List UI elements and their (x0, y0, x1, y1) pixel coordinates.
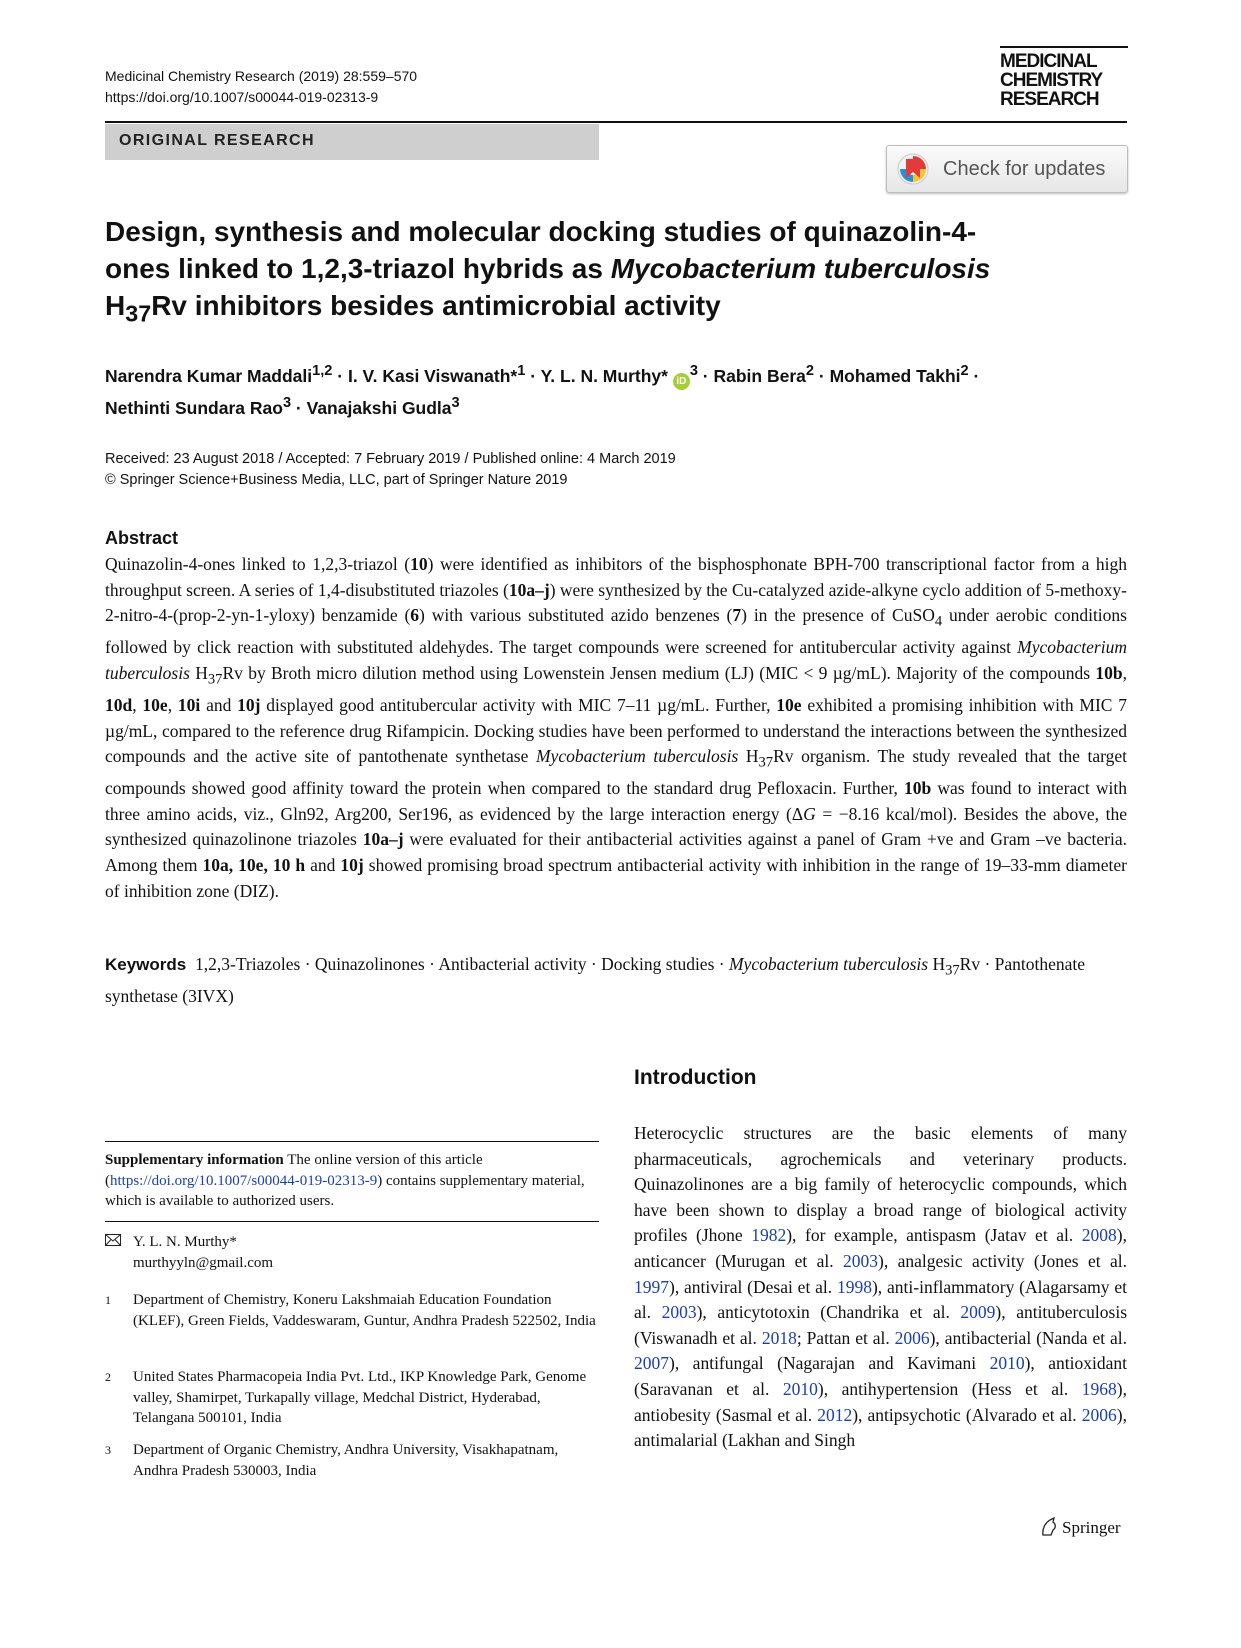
supplementary-information: Supplementary information The online version of this article (https://doi.org/10.1007/s00044-019-02313-9) contains supplementary material, which is available to authorized users. (105, 1152, 585, 1209)
journal-citation: Medicinal Chemistry Research (2019) 28:559–570 (105, 68, 418, 84)
author-name[interactable]: Y. L. N. Murthy* (540, 365, 668, 386)
logo-word-2: CHEMISTRY (1000, 70, 1103, 91)
corresponding-email[interactable]: murthyyln@gmail.com (133, 1254, 274, 1271)
introduction-text: Heterocyclic structures are the basic elements of many pharmaceuticals, agrochemicals and veterinary products. Quinazolinones are a big family of heterocyclic compounds, which have been shown to display a broad range of biological activity profiles (Jhone 1982), for example, antispasm (Jatav et al. 2008), anticancer (Murugan et al. 2003), analgesic activity (Jones et al. 1997), antiviral (Desai et al. 1998), anti-inflammatory (Alagarsamy et al. 2003), anticytotoxin (Chandrika et al. 2009), antituberculosis (Viswanadh et al. 2018; Pattan et al. 2006), antibacterial (Nanda et al. 2007), antifungal (Nagarajan and Kavimani 2010), antioxidant (Saravanan et al. 2010), antihypertension (Hess et al. 1968), antiobesity (Sasmal et al. 2012), antipsychotic (Alvarado et al. 2006), antimalarial (Lakhan and Singh (634, 1123, 1128, 1451)
author-affil-sup: 2 (805, 363, 814, 379)
author-affil-sup: 1,2 (312, 363, 333, 379)
footnote-divider (105, 1141, 599, 1142)
author-affil-sup: 2 (960, 363, 969, 379)
affiliation-text: Department of Organic Chemistry, Andhra University, Visakhapatnam, Andhra Pradesh 530003, India (133, 1442, 559, 1479)
affiliation-number: 2 (105, 1370, 111, 1384)
author-name[interactable]: Rabin Bera (713, 365, 806, 386)
affiliation (105, 1440, 599, 1481)
title-italic: Mycobacterium tuberculosis (610, 253, 991, 284)
article-type-label: ORIGINAL RESEARCH (119, 132, 315, 149)
publisher-name: Springer (1062, 1518, 1121, 1537)
citation-link[interactable]: 1968 (1081, 1378, 1117, 1399)
author-name[interactable]: Narendra Kumar Maddali (105, 365, 313, 386)
article-type-band (105, 124, 599, 160)
abstract-text: Quinazolin-4-ones linked to 1,2,3-triazol (10) were identified as inhibitors of the bisphosphonate BPH-700 transcriptional factor from a high throughput screen. A series of 1,4-disubstituted triazoles (10a–j) were synthesized by the Cu-catalyzed azide-alkyne cyclo addition of 5-methoxy-2-nitro-4-(prop-2-yn-1-yloxy) benzamide (6) with various substituted azido benzenes (7) in the presence of CuSO$_4$ under aerobic conditions followed by click reaction with substituted aldehydes. The target compounds were screened for antitubercular activity against Mycobacterium tuberculosis $H_{37}Rv$ by Broth micro dilution method using Lowenstein Jensen medium (LJ) (MIC < 9 µg/mL). Majority of the compounds 10b, 10d, 10e, 10i and 10j displayed good antitubercular activity with MIC 7–11 µg/mL. Further, 10e exhibited a promising inhibition with MIC 7 µg/mL, compared to the reference drug Rifampicin. Docking studies have been performed to understand the interactions between the synthesized compounds and the active site of pantothenate synthetase Mycobacterium tuberculosis $H_{37}Rv$ organism. The study revealed that the target compounds showed good affinity toward the protein when compared to the standard drug Pefloxacin. Further, 10b was found to interact with three amino acids, viz., Gln92, Arg200, Ser196, as evidenced by the large interaction energy (ΔG = −8.16 kcal/mol). Besides the above, the synthesized quinazolinone triazoles 10a–j were evaluated for their antibacterial activities against a panel of Gram +ve and Gram –ve bacteria. Among them 10a, 10e, 10 h and 10j showed promising broad spectrum antibacterial activity with inhibition in the range of 19–33-mm diameter of inhibition zone (DIZ). (105, 554, 1128, 901)
corresponding-author (105, 1232, 599, 1273)
affiliation (105, 1367, 599, 1429)
check-for-updates-button[interactable] (886, 145, 1128, 193)
journal-logo (1000, 46, 1128, 109)
author-affil-sup: 3 (689, 363, 698, 379)
title-text: Design, synthesis and molecular docking studies of quinazolin-4-ones linked to 1,2,3-triazol hybrids as (105, 216, 977, 284)
citation-link[interactable]: 2018 (761, 1327, 797, 1348)
supplementary-heading: Supplementary information (105, 1152, 284, 1168)
author-list: Narendra Kumar Maddali$^{1,2}$ · I. V. Kasi Viswanath*$^1$ · Y. L. N. Murthy* $iD^3$ · Rabin Bera$^2$ · Mohamed Takhi$^2$ · Nethinti Sundara Rao$^3$ · Vanajakshi Gudla$^3$ (105, 363, 980, 418)
supplementary-link[interactable]: https://doi.org/10.1007/s00044-019-02313-9 (110, 1172, 378, 1189)
title-subscript: 37 (125, 300, 152, 327)
affiliation-text: United States Pharmacopeia India Pvt. Ltd., IKP Knowledge Park, Genome valley, Shamirpet, Turkapally village, Medchal District, Hyderabad, Telangana 500101, India (133, 1369, 587, 1426)
citation-link[interactable]: 2008 (1081, 1225, 1117, 1246)
footnote-divider (105, 1221, 599, 1222)
author-affil-sup: 1 (517, 363, 526, 379)
citation-link[interactable]: 1982 (751, 1225, 787, 1246)
corresponding-name: Y. L. N. Murthy* (133, 1234, 237, 1250)
author-affil-sup: 3 (282, 394, 292, 411)
title-text-end: Rv inhibitors besides antimicrobial activity (151, 290, 721, 321)
abstract-heading: Abstract (105, 528, 179, 548)
keywords: Keywords 1,2,3-Triazoles · Quinazolinones · Antibacterial activity · Docking studies · Mycobacterium tuberculosis $H_{37}Rv$ · Pantothenate synthetase (3IVX) (105, 954, 1086, 1007)
publisher-logo (1040, 1517, 1121, 1538)
journal-reference (105, 66, 417, 108)
header-divider (105, 121, 1127, 123)
crossmark-icon (897, 153, 929, 185)
keywords-heading: Keywords (105, 955, 187, 974)
copyright: © Springer Science+Business Media, LLC, part of Springer Nature 2019 (105, 472, 568, 488)
citation-link[interactable]: 1998 (836, 1276, 872, 1297)
introduction-heading: Introduction (634, 1066, 757, 1089)
author-affil-sup: 3 (451, 394, 460, 411)
affiliation-text: Department of Chemistry, Koneru Lakshmaiah Education Foundation (KLEF), Green Fields, Vaddeswaram, Guntur, Andhra Pradesh 522502, India (133, 1292, 596, 1329)
logo-word-1: MEDICINAL (1000, 51, 1097, 72)
citation-link[interactable]: 2007 (634, 1353, 669, 1374)
springer-horse-icon (1040, 1517, 1058, 1537)
envelope-icon (105, 1232, 121, 1253)
citation-link[interactable]: 2003 (843, 1250, 878, 1271)
citation-link[interactable]: 2010 (782, 1378, 818, 1399)
citation-link[interactable]: 2009 (960, 1302, 996, 1323)
citation-link[interactable]: 2010 (989, 1353, 1025, 1374)
author-name[interactable]: Vanajakshi Gudla (306, 397, 452, 418)
check-for-updates-label: Check for updates (943, 158, 1106, 180)
orcid-icon[interactable]: iD (673, 373, 690, 390)
article-title (105, 213, 1005, 333)
doi-link[interactable]: https://doi.org/10.1007/s00044-019-02313-9 (105, 89, 379, 105)
publication-dates (105, 449, 676, 491)
citation-link[interactable]: 1997 (634, 1276, 669, 1297)
title-h: H (105, 290, 126, 321)
citation-link[interactable]: 2012 (817, 1404, 853, 1425)
citation-link[interactable]: 2006 (894, 1327, 930, 1348)
author-name[interactable]: Mohamed Takhi (829, 365, 961, 386)
logo-word-3: RESEARCH (1000, 89, 1099, 110)
citation-link[interactable]: 2003 (661, 1302, 697, 1323)
citation-link[interactable]: 2006 (1081, 1404, 1117, 1425)
affiliation-number: 1 (105, 1293, 111, 1307)
author-name[interactable]: Nethinti Sundara Rao (105, 397, 283, 418)
author-name[interactable]: I. V. Kasi Viswanath* (347, 365, 518, 386)
history-dates: Received: 23 August 2018 / Accepted: 7 February 2019 / Published online: 4 March 2019 (105, 451, 676, 467)
affiliation-number: 3 (105, 1443, 111, 1457)
affiliation (105, 1290, 599, 1331)
